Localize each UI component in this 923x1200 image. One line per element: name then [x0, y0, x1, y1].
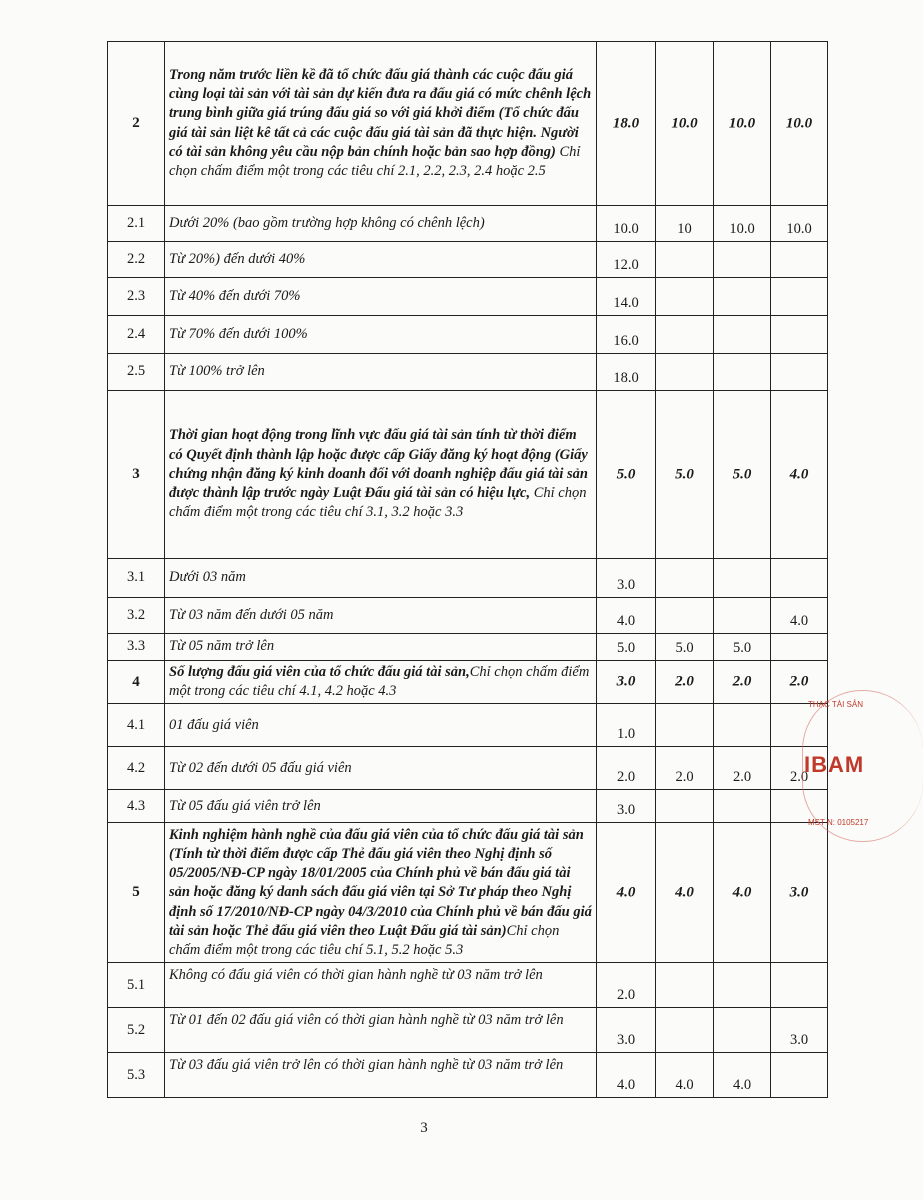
score-cell-1 — [597, 206, 656, 242]
table-row — [108, 963, 828, 1008]
stamp-mid-text: IBAM — [804, 752, 865, 777]
score-value: 10.0 — [786, 220, 812, 237]
criterion-description — [165, 598, 597, 634]
score-cell-2 — [656, 1008, 714, 1053]
score-cell-3 — [714, 823, 771, 963]
criterion-number: 5 — [108, 823, 165, 963]
criterion-number: 4.1 — [108, 704, 165, 747]
criterion-text: Từ 05 đấu giá viên trở lên — [169, 797, 321, 814]
score-value: 4.0 — [732, 884, 752, 901]
criterion-text: Không có đấu giá viên có thời gian hành nghề từ 03 năm trở lên — [169, 967, 543, 984]
score-cell-3 — [714, 661, 771, 704]
score-cell-1 — [597, 559, 656, 598]
criterion-number: 2 — [108, 42, 165, 206]
score-cell-3 — [714, 42, 771, 206]
criterion-number: 5.3 — [108, 1053, 165, 1098]
criterion-description — [165, 391, 597, 559]
criterion-number: 4 — [108, 661, 165, 704]
score-value: 4.0 — [616, 1077, 636, 1094]
criterion-number: 3 — [108, 391, 165, 559]
table-row — [108, 1053, 828, 1098]
score-cell-2 — [656, 206, 714, 242]
criterion-description — [165, 790, 597, 823]
score-value: 5.0 — [732, 465, 752, 482]
table-row — [108, 823, 828, 963]
scoring-table — [107, 41, 828, 1098]
score-cell-2 — [656, 354, 714, 391]
criterion-description — [165, 704, 597, 747]
criterion-description — [165, 354, 597, 391]
criterion-description — [165, 1008, 597, 1053]
criterion-instruction: Chỉ chọn chấm điểm một trong các tiêu chí 5.1, 5.2 hoặc 5.3 — [169, 922, 560, 958]
criterion-text: Từ 03 năm đến dưới 05 năm — [169, 606, 334, 623]
criterion-number: 5.2 — [108, 1008, 165, 1053]
score-value: 5.0 — [675, 465, 694, 482]
score-cell-1 — [597, 242, 656, 278]
criterion-description — [165, 42, 597, 206]
table-row — [108, 316, 828, 354]
score-value: 14.0 — [613, 294, 639, 311]
score-value: 3.0 — [616, 1032, 636, 1049]
score-cell-4 — [771, 598, 828, 634]
score-cell-1 — [597, 1008, 656, 1053]
criterion-description — [165, 823, 597, 963]
score-cell-4 — [771, 823, 828, 963]
score-cell-2 — [656, 704, 714, 747]
score-cell-1 — [597, 704, 656, 747]
score-cell-1 — [597, 634, 656, 661]
score-cell-1 — [597, 790, 656, 823]
score-value: 3.0 — [789, 884, 809, 901]
criterion-number: 3.1 — [108, 559, 165, 598]
table-row — [108, 42, 828, 206]
score-value: 3.0 — [616, 576, 636, 593]
criterion-text: Từ 05 năm trở lên — [169, 638, 275, 655]
criterion-title: Thời gian hoạt động trong lĩnh vực đấu giá tài sản tính từ thời điểm có Quyết định thành lập hoặc được cấp Giấy đăng ký hoạt động (Giấy chứng nhận đăng ký kinh doanh đối với doanh nghiệp đấu giá tài sản được thành lập trước ngày Luật Đấu giá tài sản có hiệu lực, — [169, 427, 588, 502]
score-value: 2.0 — [732, 769, 752, 786]
criterion-instruction: Chỉ chọn chấm điểm một trong các tiêu chí 3.1, 3.2 hoặc 3.3 — [169, 485, 587, 521]
score-cell-2 — [656, 963, 714, 1008]
score-cell-3 — [714, 704, 771, 747]
score-value: 5.0 — [616, 639, 636, 656]
score-cell-2 — [656, 598, 714, 634]
score-cell-3 — [714, 747, 771, 790]
score-cell-2 — [656, 316, 714, 354]
score-cell-3 — [714, 1008, 771, 1053]
table-row — [108, 790, 828, 823]
score-cell-3 — [714, 790, 771, 823]
score-value: 4.0 — [675, 884, 694, 901]
table-row — [108, 704, 828, 747]
criterion-number: 2.1 — [108, 206, 165, 242]
score-cell-2 — [656, 661, 714, 704]
score-cell-2 — [656, 242, 714, 278]
criterion-title: Kinh nghiệm hành nghề của đấu giá viên của tổ chức đấu giá tài sản (Tính từ thời điểm được cấp Thẻ đấu giá viên theo Nghị định số 05/2005/NĐ-CP ngày 18/01/2005 của Chính phủ về bán đấu giá tài sản hoặc đăng ký danh sách đấu giá viên tại Sở Tư pháp theo Nghị định số 17/2010/NĐ-CP ngày 04/3/2010 của Chính phủ về bán đấu giá tài sản hoặc Thẻ đấu giá viên theo Luật Đấu giá tài sản) — [169, 826, 592, 939]
table-row — [108, 354, 828, 391]
score-cell-2 — [656, 278, 714, 316]
score-value: 2.0 — [675, 673, 694, 690]
score-value: 18.0 — [612, 114, 640, 131]
score-cell-1 — [597, 661, 656, 704]
score-value: 5.0 — [732, 639, 752, 656]
score-cell-3 — [714, 278, 771, 316]
score-value: 3.0 — [789, 1032, 809, 1049]
table-row — [108, 598, 828, 634]
criterion-text: Từ 70% đến dưới 100% — [169, 325, 308, 342]
criterion-number: 4.2 — [108, 747, 165, 790]
score-cell-4 — [771, 963, 828, 1008]
criterion-text: Từ 02 đến dưới 05 đấu giá viên — [169, 759, 352, 776]
table-row — [108, 278, 828, 316]
table-row — [108, 634, 828, 661]
stamp-bottom-text: MST N: 0105217 — [808, 818, 869, 827]
criterion-number: 5.1 — [108, 963, 165, 1008]
score-value: 10 — [677, 220, 692, 237]
score-cell-1 — [597, 391, 656, 559]
table-row — [108, 242, 828, 278]
criterion-description — [165, 963, 597, 1008]
score-cell-1 — [597, 747, 656, 790]
score-cell-1 — [597, 963, 656, 1008]
score-cell-3 — [714, 206, 771, 242]
table-row — [108, 559, 828, 598]
score-cell-2 — [656, 823, 714, 963]
score-cell-4 — [771, 1008, 828, 1053]
score-cell-3 — [714, 634, 771, 661]
criterion-text: Từ 01 đến 02 đấu giá viên có thời gian hành nghề từ 03 năm trở lên — [169, 1012, 564, 1029]
criterion-description — [165, 1053, 597, 1098]
score-value: 2.0 — [616, 769, 636, 786]
criterion-title: Số lượng đấu giá viên của tổ chức đấu giá tài sản, — [169, 664, 470, 680]
score-cell-4 — [771, 42, 828, 206]
score-cell-4 — [771, 242, 828, 278]
criterion-number: 2.5 — [108, 354, 165, 391]
score-value: 4.0 — [789, 465, 809, 482]
score-value: 12.0 — [613, 256, 639, 273]
criterion-title: Trong năm trước liền kề đã tổ chức đấu giá thành các cuộc đấu giá cùng loại tài sản với tài sản dự kiến đưa ra đấu giá có mức chênh lệch trung bình giữa giá trúng đấu giá so với giá khởi điểm (Tổ chức đấu giá tài sản liệt kê tất cả các cuộc đấu giá tài sản đã thực hiện. Người có tài sản không yêu cầu nộp bản chính hoặc bản sao hợp đồng) — [169, 66, 592, 160]
score-cell-1 — [597, 1053, 656, 1098]
score-value: 4.0 — [616, 612, 636, 629]
score-cell-4 — [771, 206, 828, 242]
score-cell-3 — [714, 1053, 771, 1098]
score-cell-3 — [714, 242, 771, 278]
score-value: 4.0 — [789, 612, 809, 629]
criterion-text: Từ 40% đến dưới 70% — [169, 287, 301, 304]
table-row — [108, 206, 828, 242]
score-value: 10.0 — [729, 220, 755, 237]
score-cell-4 — [771, 559, 828, 598]
score-value: 1.0 — [616, 726, 636, 743]
score-cell-1 — [597, 316, 656, 354]
table-row — [108, 391, 828, 559]
score-cell-1 — [597, 598, 656, 634]
scoring-table-body — [108, 42, 828, 1098]
score-cell-3 — [714, 963, 771, 1008]
criterion-text: Dưới 20% (bao gồm trường hợp không có chênh lệch) — [169, 214, 485, 231]
criterion-text: Từ 03 đấu giá viên trở lên có thời gian hành nghề từ 03 năm trở lên — [169, 1057, 564, 1074]
score-value: 10.0 — [613, 220, 639, 237]
criterion-text: Từ 100% trở lên — [169, 363, 265, 380]
score-cell-1 — [597, 823, 656, 963]
criterion-number: 4.3 — [108, 790, 165, 823]
table-row — [108, 661, 828, 704]
criterion-description — [165, 559, 597, 598]
score-cell-3 — [714, 316, 771, 354]
score-value: 2.0 — [616, 987, 636, 1004]
page-number: 3 — [420, 1120, 428, 1136]
score-value: 18.0 — [613, 369, 639, 386]
red-seal-stamp — [802, 690, 869, 840]
score-cell-4 — [771, 634, 828, 661]
score-cell-1 — [597, 354, 656, 391]
criterion-number: 2.4 — [108, 316, 165, 354]
score-cell-3 — [714, 598, 771, 634]
criterion-number: 3.2 — [108, 598, 165, 634]
score-cell-1 — [597, 278, 656, 316]
score-cell-3 — [714, 391, 771, 559]
score-value: 4.0 — [675, 1077, 694, 1094]
criterion-description — [165, 634, 597, 661]
criterion-description — [165, 661, 597, 704]
score-cell-1 — [597, 42, 656, 206]
score-value: 16.0 — [613, 332, 639, 349]
criterion-number: 2.3 — [108, 278, 165, 316]
score-cell-4 — [771, 278, 828, 316]
table-row — [108, 747, 828, 790]
score-value: 5.0 — [616, 465, 636, 482]
score-value: 10.0 — [785, 114, 813, 131]
criterion-description — [165, 747, 597, 790]
score-cell-2 — [656, 391, 714, 559]
criterion-number: 3.3 — [108, 634, 165, 661]
score-cell-2 — [656, 634, 714, 661]
score-cell-4 — [771, 354, 828, 391]
table-row — [108, 1008, 828, 1053]
score-cell-4 — [771, 316, 828, 354]
criterion-text: 01 đấu giá viên — [169, 716, 259, 733]
criterion-description — [165, 278, 597, 316]
score-cell-3 — [714, 559, 771, 598]
score-value: 10.0 — [728, 114, 756, 131]
score-value: 2.0 — [789, 769, 809, 786]
score-value: 2.0 — [732, 673, 752, 690]
score-value: 4.0 — [616, 884, 636, 901]
criterion-description — [165, 242, 597, 278]
score-value: 3.0 — [616, 673, 636, 690]
score-cell-4 — [771, 1053, 828, 1098]
score-cell-4 — [771, 391, 828, 559]
score-value: 10.0 — [671, 114, 698, 131]
criterion-text: Dưới 03 năm — [169, 569, 246, 586]
score-value: 3.0 — [616, 802, 636, 819]
criterion-description — [165, 316, 597, 354]
score-value: 2.0 — [675, 769, 694, 786]
score-cell-2 — [656, 42, 714, 206]
score-value: 5.0 — [675, 639, 694, 656]
score-cell-2 — [656, 747, 714, 790]
score-value: 4.0 — [732, 1077, 752, 1094]
score-cell-2 — [656, 790, 714, 823]
score-cell-2 — [656, 1053, 714, 1098]
criterion-number: 2.2 — [108, 242, 165, 278]
score-cell-3 — [714, 354, 771, 391]
criterion-instruction: Chỉ chọn chấm điểm một trong các tiêu chí 2.1, 2.2, 2.3, 2.4 hoặc 2.5 — [169, 143, 581, 179]
stamp-top-text: THẠC TÀI SẢN — [808, 700, 863, 709]
score-value: 2.0 — [789, 673, 809, 690]
criterion-description — [165, 206, 597, 242]
criterion-instruction: Chỉ chọn chấm điểm một trong các tiêu chí 4.1, 4.2 hoặc 4.3 — [169, 664, 590, 700]
criterion-text: Từ 20%) đến dưới 40% — [169, 250, 306, 267]
score-cell-2 — [656, 559, 714, 598]
